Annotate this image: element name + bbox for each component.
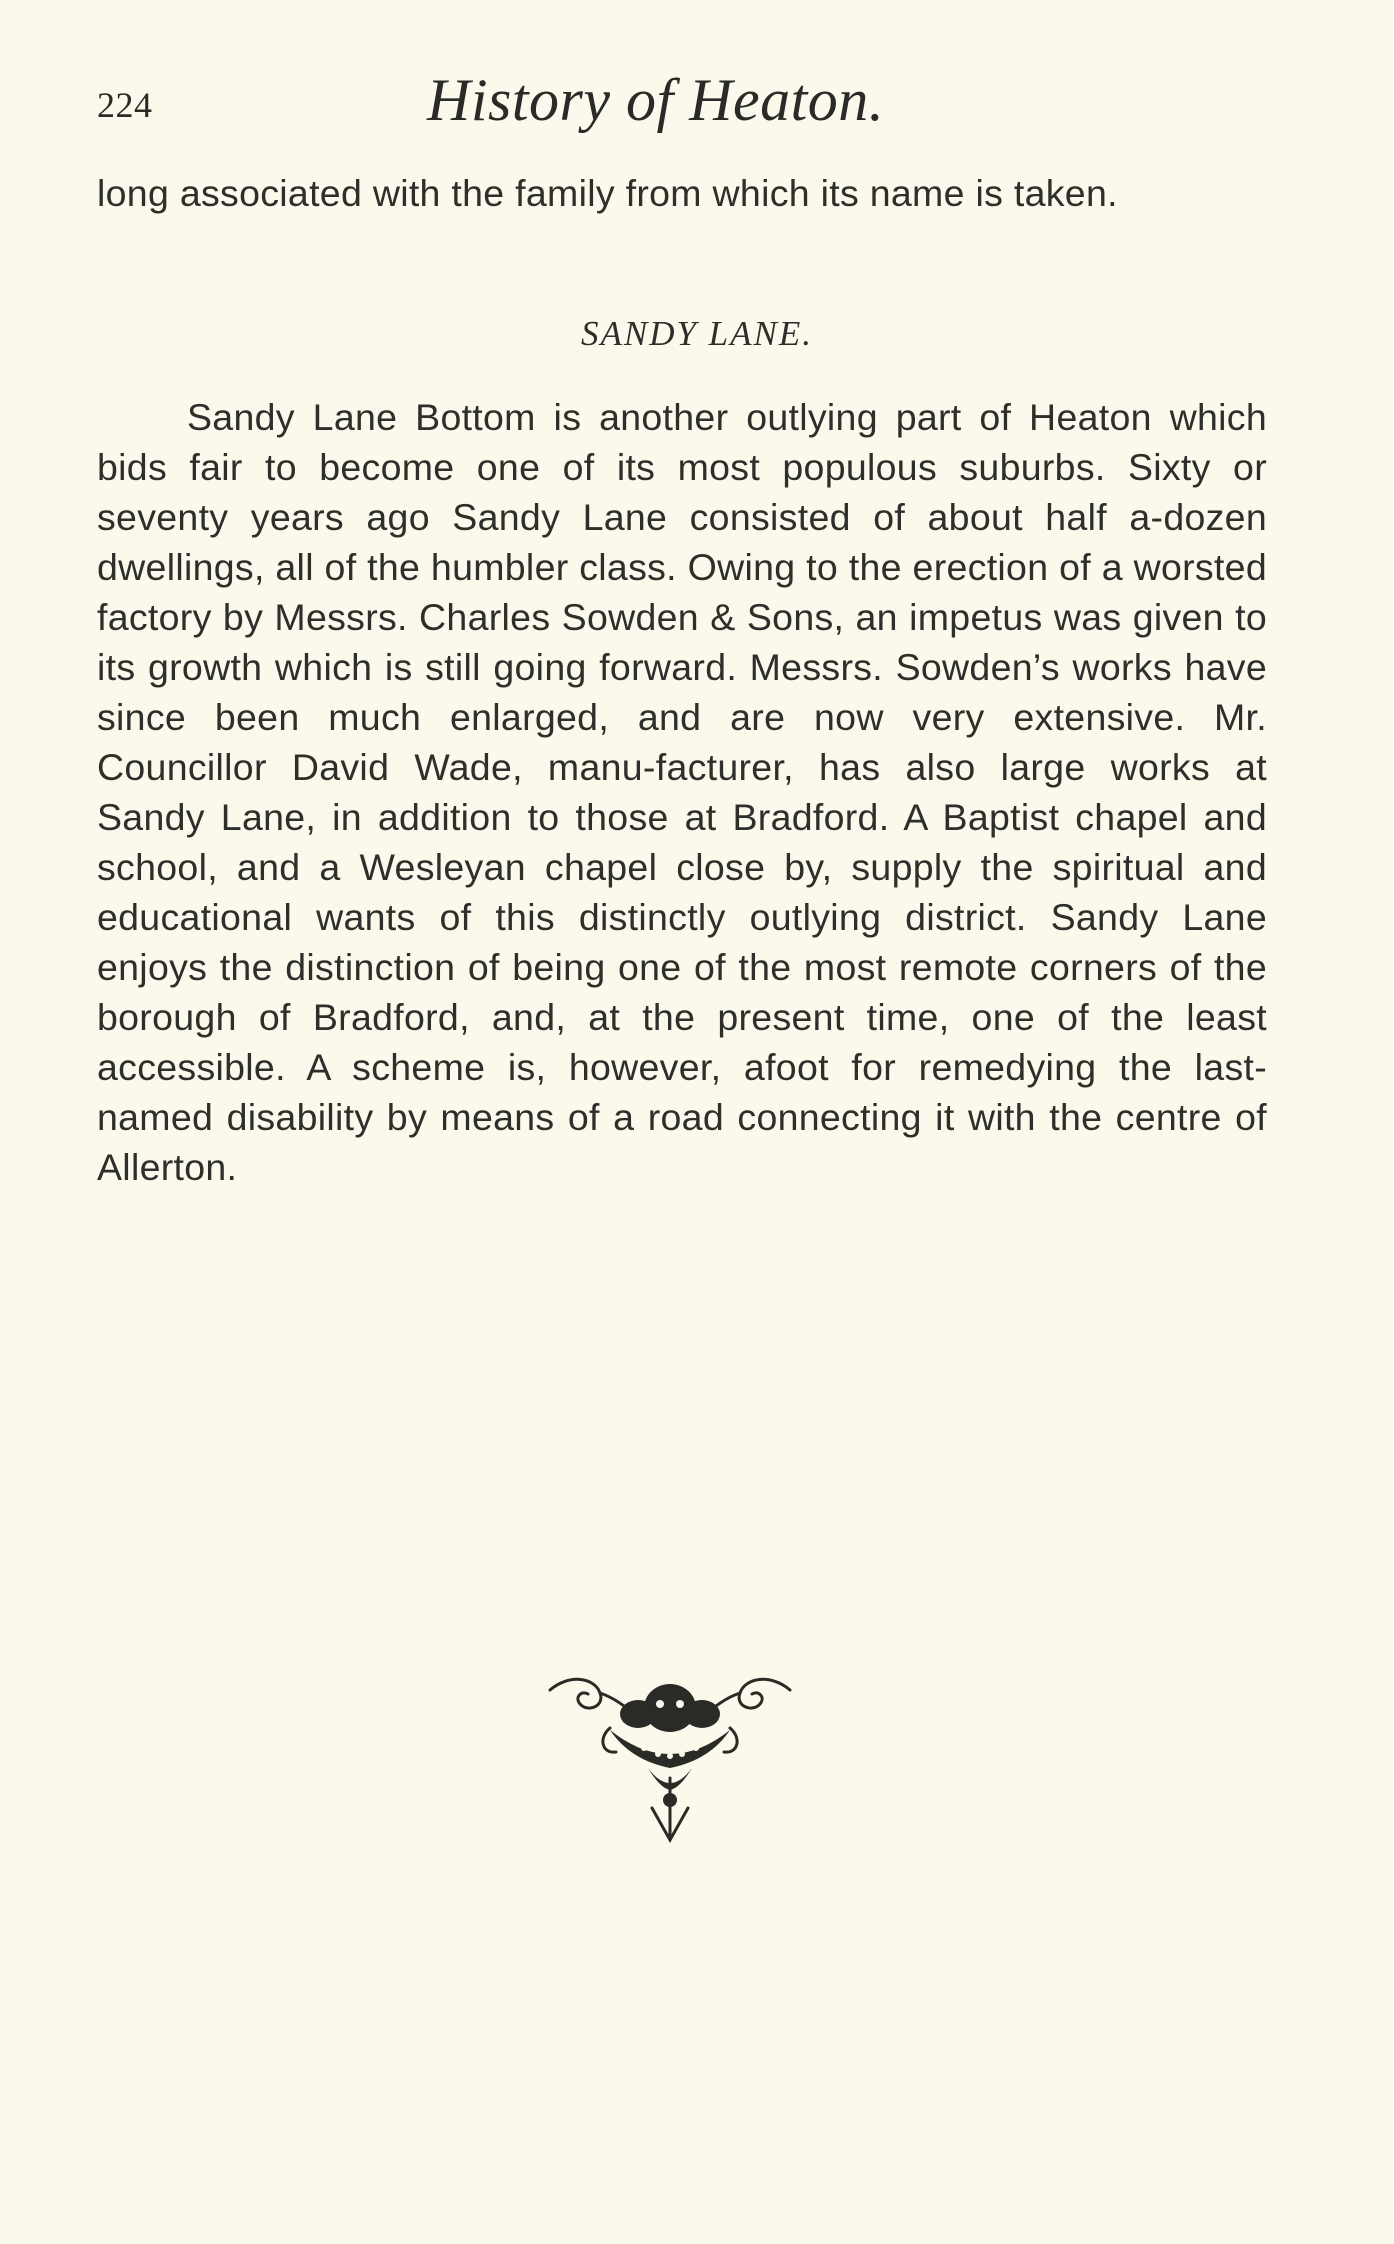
- continuation-text: [97, 168, 1267, 218]
- section-body: [97, 392, 1267, 1192]
- running-head: [97, 66, 1267, 146]
- running-title: History of Heaton.: [427, 67, 885, 133]
- tailpiece-ornament-icon: [540, 1668, 800, 1843]
- page-number: 224: [97, 85, 153, 125]
- section-heading: SANDY LANE.: [580, 314, 814, 353]
- section-paragraph: Sandy Lane Bottom is another outlying part of Heaton which bids fair to become one of its most populous suburbs. Sixty or seventy years ago Sandy Lane consisted of about half a-dozen dwellings, all of the humbler class. Owing to the erection of a worsted factory by Messrs. Charles Sowden & Sons, an impetus was given to its growth which is still going forward. Messrs. Sowden’s works have since been much enlarged, and are now very extensive. Mr. Councillor David Wade, manu-facturer, has also large works at Sandy Lane, in addition to those at Bradford. A Baptist chapel and school, and a Wesleyan chapel close by, supply the spiritual and educational wants of this distinctly outlying district. Sandy Lane enjoys the distinction of being one of the most remote corners of the borough of Bradford, and, at the present time, one of the least accessible. A scheme is, however, afoot for remedying the last-named disability by means of a road connecting it with the centre of Allerton.: [97, 396, 1267, 1188]
- continuation-paragraph: long associated with the family from which its name is taken.: [97, 172, 1118, 214]
